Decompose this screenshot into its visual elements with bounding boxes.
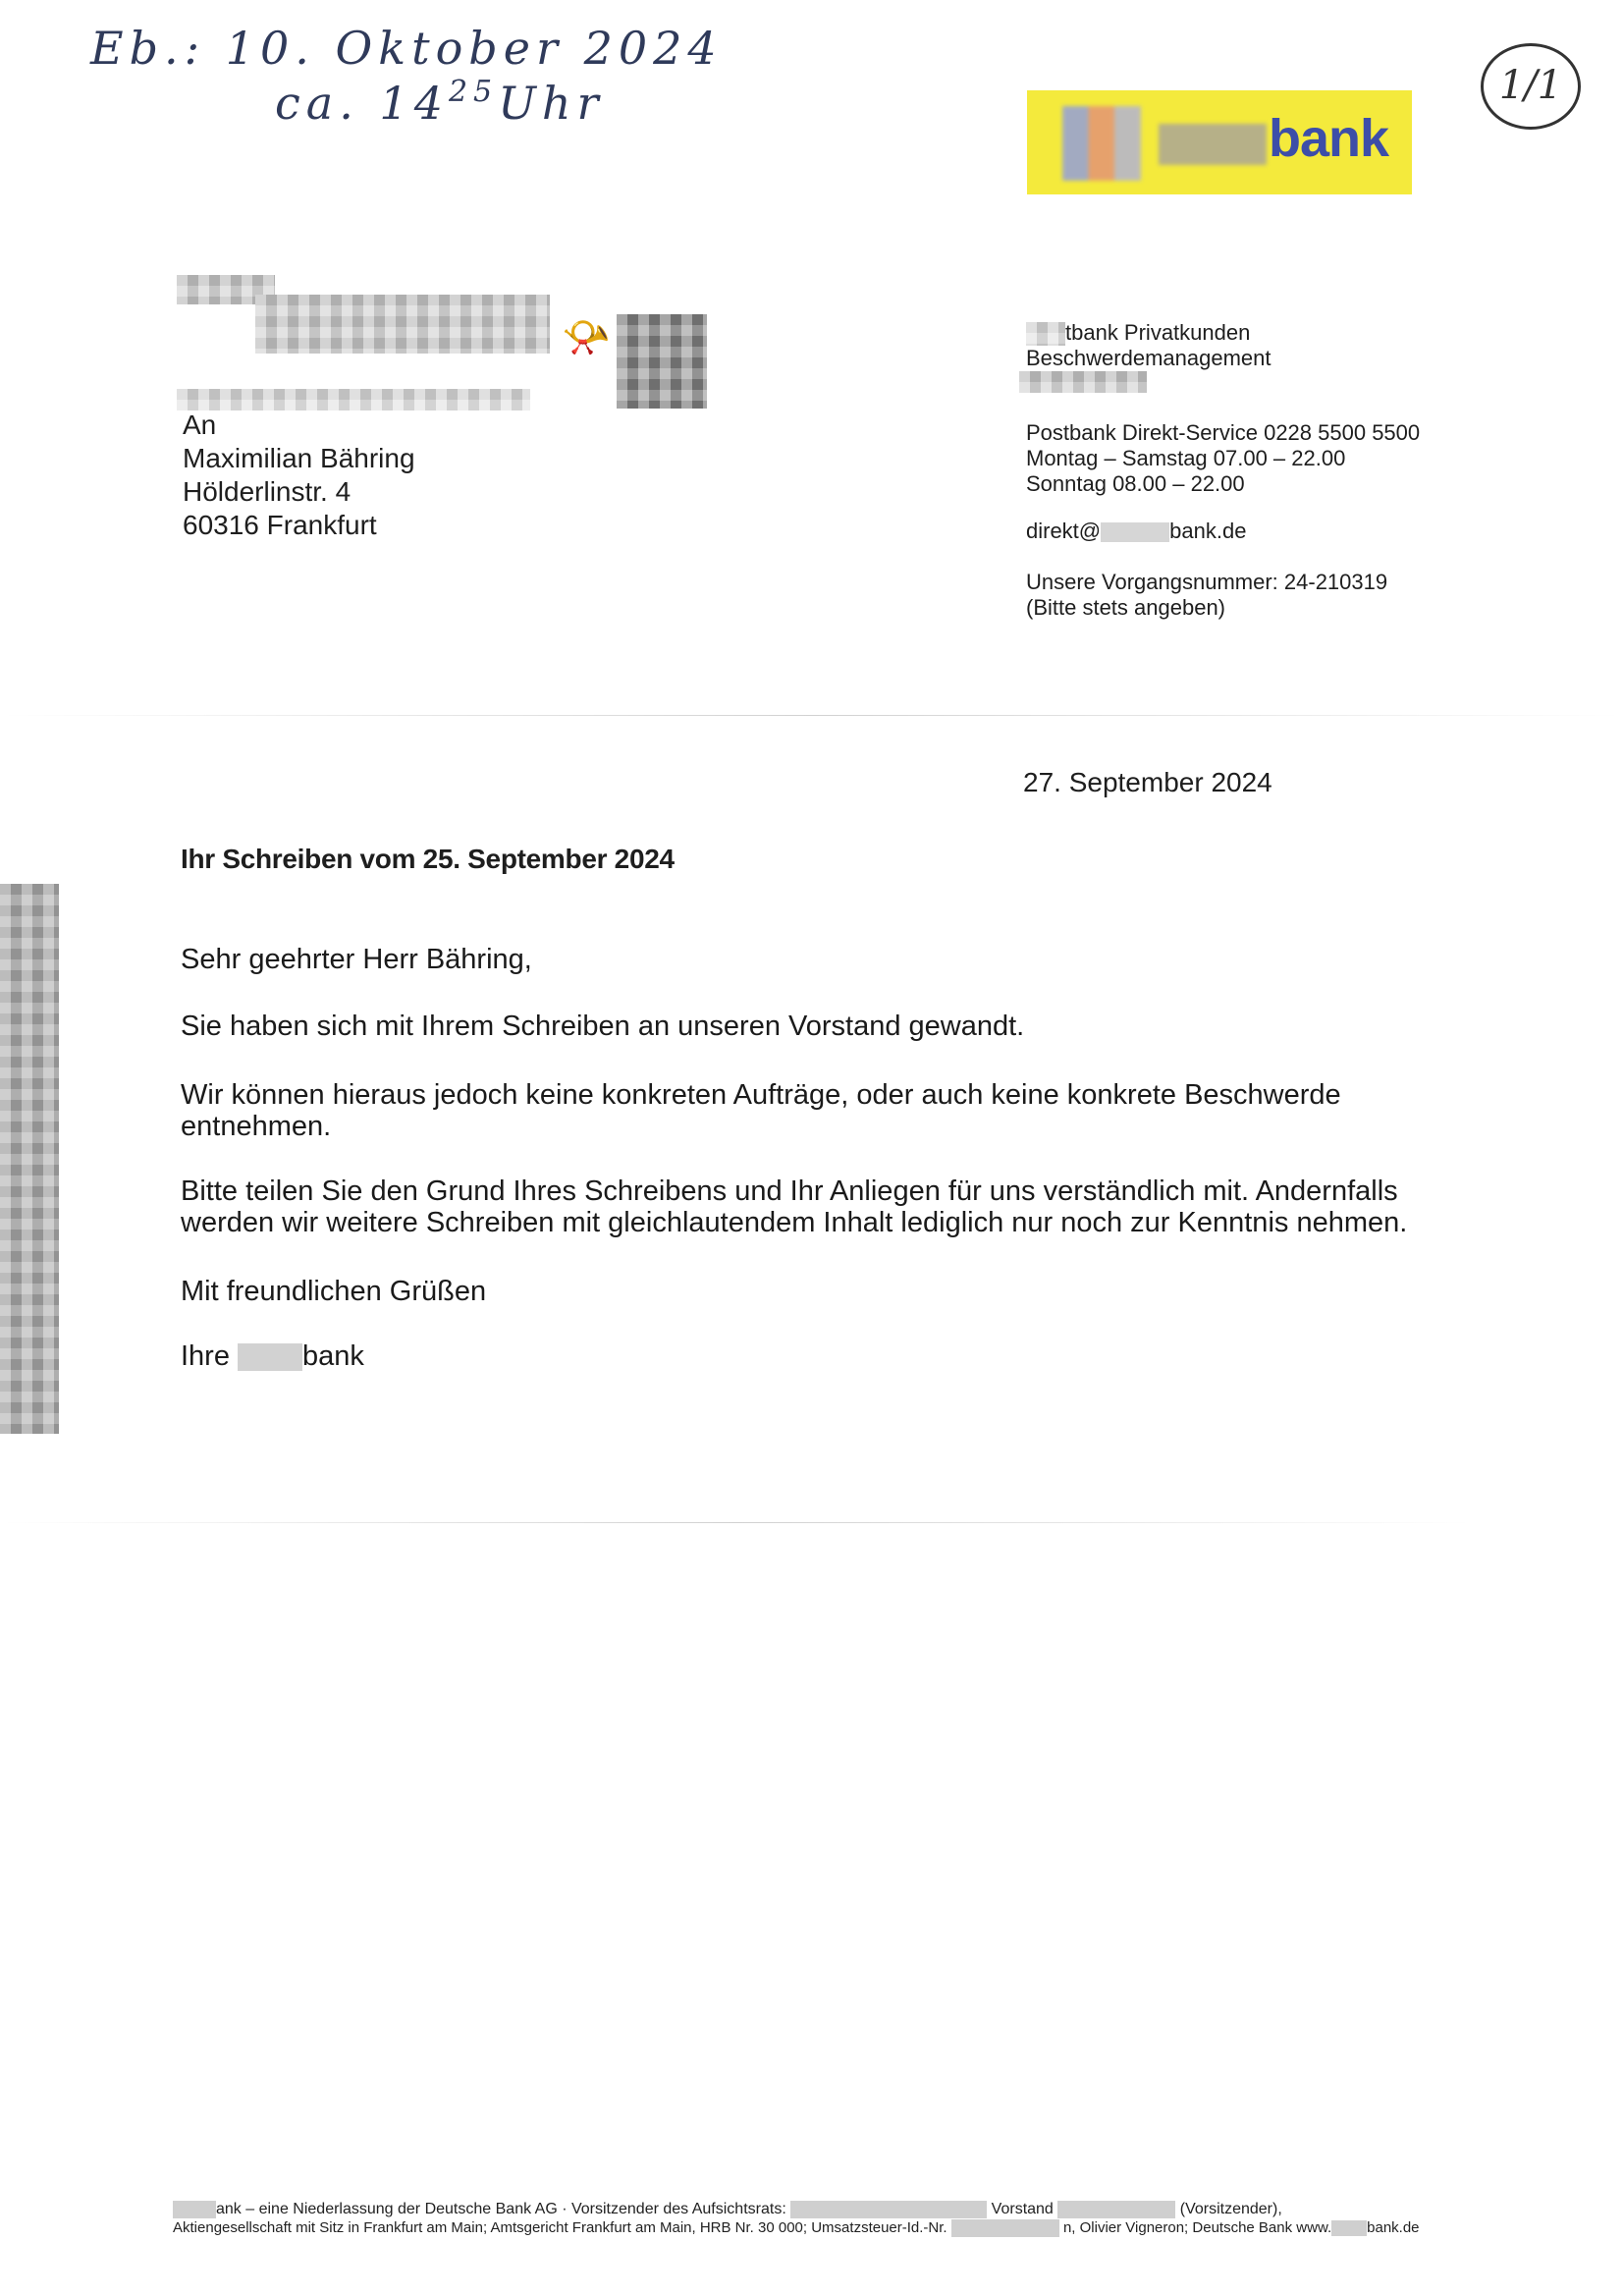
letter-subject: Ihr Schreiben vom 25. September 2024 <box>181 844 675 874</box>
handwritten-time-minutes: 25 <box>448 75 499 109</box>
signature-prefix: Ihre <box>181 1340 230 1372</box>
handwritten-time-suffix: Uhr <box>498 77 605 130</box>
redacted-stamp <box>617 314 707 409</box>
redacted-dept-prefix <box>1026 322 1065 346</box>
logo-redaction <box>1159 124 1267 165</box>
footer-line-1 <box>173 2200 1449 2219</box>
letter-salutation: Sehr geehrter Herr Bähring, <box>181 944 532 975</box>
letter-paragraph-1: Sie haben sich mit Ihrem Schreiben an unseren Vorstand gewandt. <box>181 1011 1025 1042</box>
sender-email-suffix: bank.de <box>1169 519 1247 543</box>
case-number: Unsere Vorgangsnummer: 24-210319 <box>1026 570 1388 594</box>
redacted-return-address-3 <box>177 389 530 410</box>
letter-closing: Mit freundlichen Grüßen <box>181 1276 487 1307</box>
redacted-signature-name <box>238 1343 302 1371</box>
sender-email <box>1026 519 1246 544</box>
footer-line2-c: www. <box>1296 2219 1332 2236</box>
post-horn-icon: 📯 <box>562 316 611 359</box>
recipient-street: Hölderlinstr. 4 <box>183 476 352 508</box>
scan-fold-line-1 <box>0 715 1623 716</box>
letter-paragraph-3 <box>181 1176 1407 1239</box>
logo-mark-icon <box>1062 106 1141 181</box>
redacted-footer-bank <box>173 2201 216 2218</box>
letter-paragraph-2 <box>181 1080 1341 1143</box>
sender-department <box>1026 320 1271 371</box>
sender-dept-line2: Beschwerdemanagement <box>1026 345 1271 370</box>
legal-footer <box>173 2200 1449 2238</box>
redacted-sender-address <box>1019 371 1147 393</box>
sender-service-line: Postbank Direkt-Service 0228 5500 5500 <box>1026 420 1421 445</box>
logo-text: bank <box>1269 109 1389 168</box>
recipient-city: 60316 Frankfurt <box>183 510 377 541</box>
handwritten-received-date: Eb.: 10. Oktober 2024 <box>90 22 723 75</box>
case-reference <box>1026 570 1387 621</box>
sender-dept-line1: tbank Privatkunden <box>1065 320 1251 345</box>
handwritten-time-prefix: ca. 14 <box>275 77 449 130</box>
recipient-name: Maximilian Bähring <box>183 443 415 474</box>
redacted-email-domain <box>1101 522 1169 542</box>
scan-fold-line-2 <box>0 1522 1473 1523</box>
sender-hours-weekday: Montag – Samstag 07.00 – 22.00 <box>1026 445 1346 470</box>
footer-line-2 <box>173 2219 1449 2238</box>
letter-signature <box>181 1341 364 1373</box>
redacted-footer-domain <box>1331 2220 1367 2236</box>
footer-line1-c: (Vorsitzender), <box>1179 2201 1282 2217</box>
handwritten-page-mark: 1/1 <box>1481 43 1581 130</box>
footer-line1-a: ank – eine Niederlassung der Deutsche Bank AG · Vorsitzender des Aufsichtsrats: <box>216 2201 786 2217</box>
bank-logo <box>1027 90 1412 194</box>
paragraph-3-line-1: Bitte teilen Sie den Grund Ihres Schreibens und Ihr Anliegen für uns verständlich mit. Andernfalls <box>181 1175 1398 1207</box>
footer-line2-b: n, Olivier Vigneron; Deutsche Bank <box>1062 2219 1293 2236</box>
letter-date: 27. September 2024 <box>1023 767 1272 797</box>
handwritten-received-time <box>275 77 605 130</box>
case-note: (Bitte stets angeben) <box>1026 594 1226 620</box>
redacted-margin-strip <box>0 884 59 1434</box>
paragraph-2-line-1: Wir können hieraus jedoch keine konkreten Aufträge, oder auch keine konkrete Beschwerde <box>181 1079 1341 1111</box>
recipient-label: An <box>183 410 217 440</box>
recipient-address <box>183 409 415 543</box>
paragraph-2-line-2: entnehmen. <box>181 1110 332 1142</box>
footer-line2-a: Aktiengesellschaft mit Sitz in Frankfurt am Main; Amtsgericht Frankfurt am Main, HRB Nr. 30 000; Umsatzsteuer-Id.-Nr. <box>173 2219 947 2236</box>
redacted-footer-chair <box>790 2201 987 2218</box>
sender-hours-sunday: Sonntag 08.00 – 22.00 <box>1026 470 1245 496</box>
sender-email-prefix: direkt@ <box>1026 519 1102 543</box>
sender-contact <box>1026 420 1420 497</box>
signature-suffix: bank <box>302 1340 364 1372</box>
footer-line2-d: bank.de <box>1367 2219 1420 2236</box>
redacted-return-address-2 <box>255 295 550 354</box>
paragraph-3-line-2: werden wir weitere Schreiben mit gleichlautendem Inhalt lediglich nur noch zur Kenntnis nehmen. <box>181 1206 1408 1238</box>
redacted-footer-vat <box>951 2219 1059 2237</box>
footer-line1-b: Vorstand <box>991 2201 1054 2217</box>
redacted-footer-board <box>1057 2201 1175 2218</box>
